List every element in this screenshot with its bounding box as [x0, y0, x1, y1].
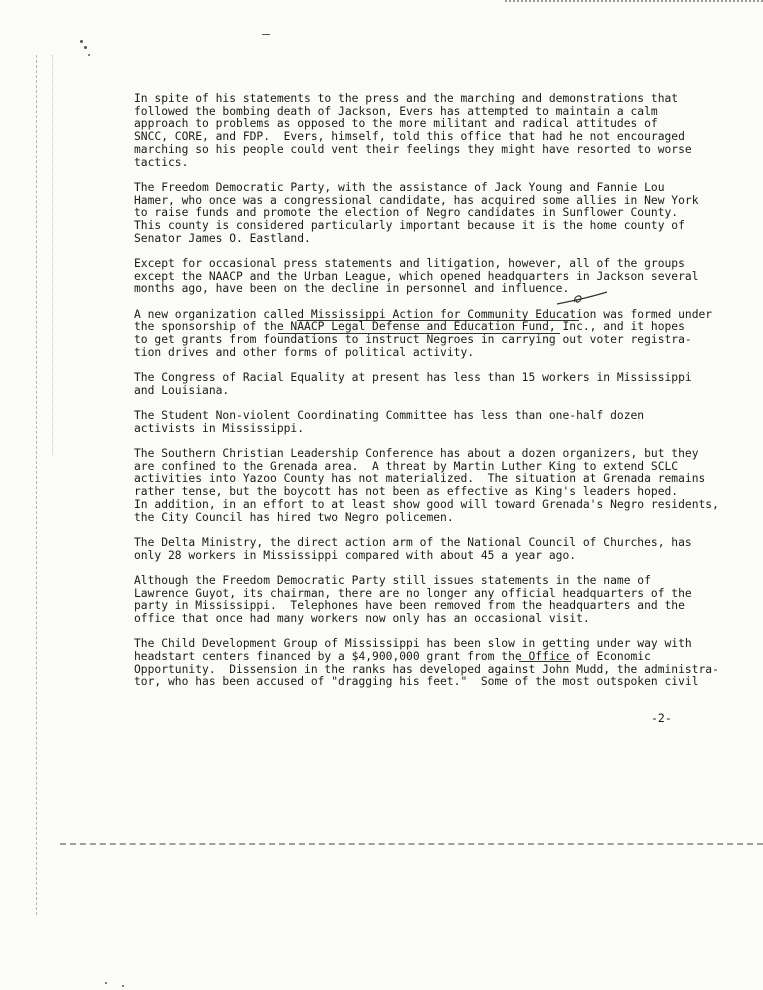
handwritten-underline	[519, 661, 571, 662]
paragraph: Except for occasional press statements and litigation, however, all of the groups except the NAACP and the Urban League, which opened headquarters in Jackson several months ago, have been on the decline in personnel and influence.	[134, 256, 699, 296]
scan-speck	[122, 985, 124, 987]
paragraph: Although the Freedom Democratic Party still issues statements in the name of Lawrence Guyot, its chairman, there are no longer any official headquarters of the party in Mississippi. Telephones have been removed from the headquarters and the office that once had many workers now only has an occasional visit.	[134, 573, 692, 625]
scan-speck	[84, 46, 87, 49]
document-body	[134, 92, 719, 702]
left-margin-mark-secondary	[52, 55, 53, 455]
handwritten-check-mark	[555, 288, 610, 310]
handwritten-underline	[278, 333, 560, 334]
top-dotted-edge	[505, 0, 763, 6]
bottom-dashed-rule	[60, 843, 763, 845]
scan-speck	[262, 34, 270, 35]
paragraph: The Freedom Democratic Party, with the assistance of Jack Young and Fannie Lou Hamer, who once was a congressional candidate, has acquired some allies in New York to raise funds and promote the election of Negro candidates in Sunflower County. This county is considered particularly important because it is the home county of Senator James O. Eastland.	[134, 180, 699, 245]
paragraph: The Student Non-violent Coordinating Committee has less than one-half dozen activists in Mississippi.	[134, 409, 645, 435]
paragraph: The Congress of Racial Equality at present has less than 15 workers in Mississippi and Louisiana.	[134, 371, 692, 397]
scan-speck	[80, 40, 83, 43]
paragraph: The Southern Christian Leadership Conference has about a dozen organizers, but they are confined to the Grenada area. A threat by Martin Luther King to extend SCLC activities into Yazoo County has not materialized. The situation at Grenada remains rather tense, but the boycott has not been as effective as King's leaders hoped. In addition, in an effort to at least show good will toward Grenada's Negro residents, the City Council has hired two Negro policemen.	[134, 447, 719, 524]
scan-speck	[88, 54, 90, 56]
scan-speck	[105, 982, 107, 984]
left-margin-mark	[36, 55, 37, 915]
paragraph: The Child Development Group of Mississippi has been slow in getting under way with headstart centers financed by a $4,900,000 grant from the Office of Economic Opportunity. Dissension in the ranks has developed against John Mudd, the administra- tor, who has been accused of "dragging his feet." Some of the most outspoken civil	[134, 637, 719, 689]
paragraph: A new organization called Mississippi Action for Community Education was formed under the sponsorship of the NAACP Legal Defense and Education Fund, Inc., and it hopes to get grants from foundations to instruct Negroes in carrying out voter registra- tion drives and other forms of political activity.	[134, 307, 713, 359]
paragraph: The Delta Ministry, the direct action arm of the National Council of Churches, has only 28 workers in Mississippi compared with about 45 a year ago.	[134, 535, 692, 562]
page-number: -2-	[651, 711, 672, 725]
paragraph: In spite of his statements to the press and the marching and demonstrations that followed the bombing death of Jackson, Evers has attempted to maintain a calm approach to problems as opposed to the more militant and radical attitudes of SNCC, CORE, and FDP. Evers, himself, told this office that had he not encouraged marching so his people could vent their feelings they might have resorted to worse tactics.	[134, 92, 692, 169]
handwritten-underline	[297, 320, 579, 321]
